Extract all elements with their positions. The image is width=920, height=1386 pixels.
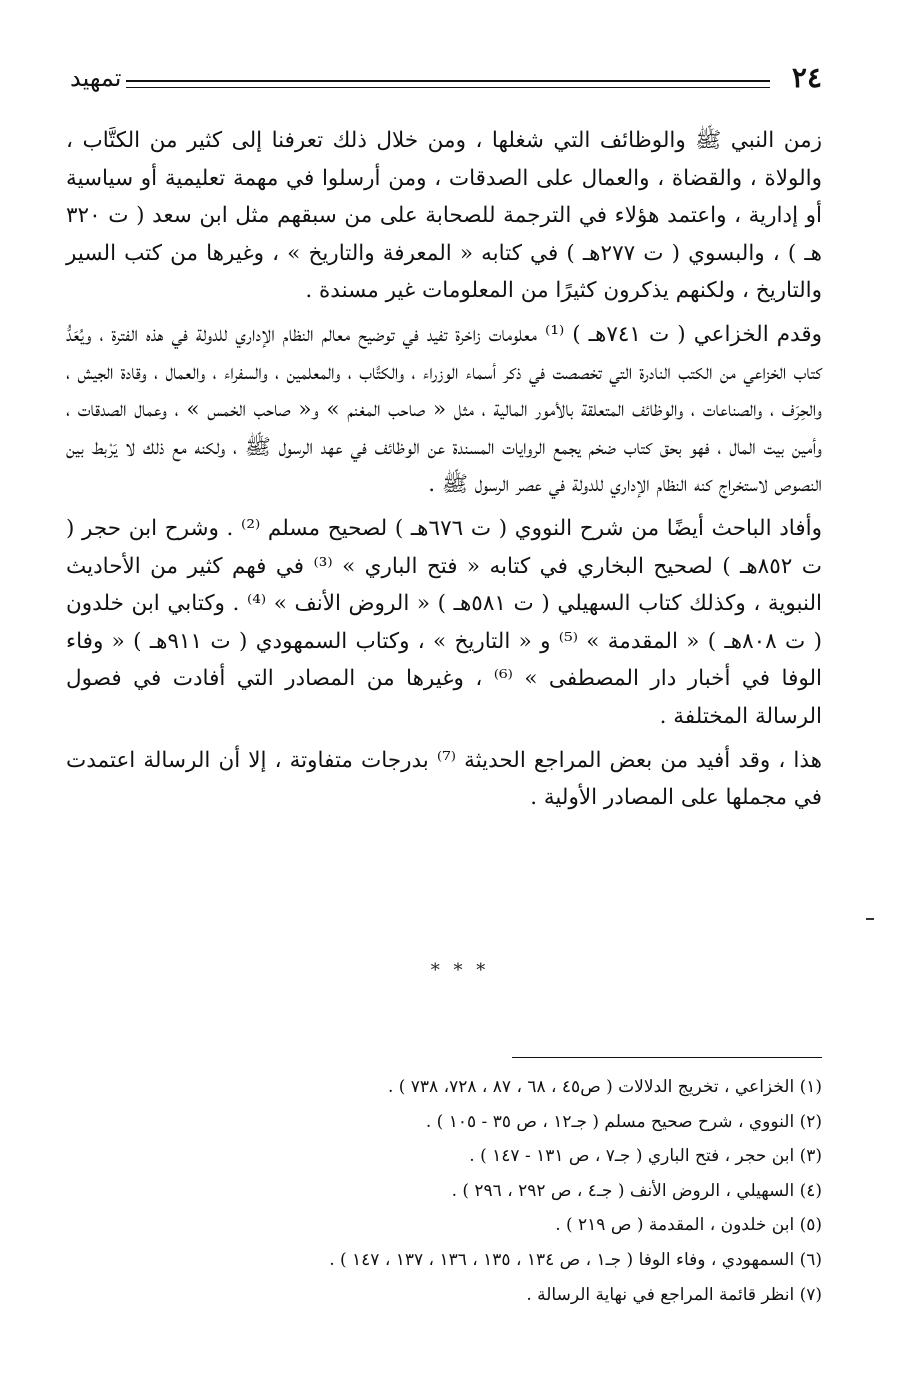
page-header	[70, 58, 822, 108]
footnote: (٤) السهيلي ، الروض الأنف ( جـ٤ ، ص ٢٩٢ ، ٢٩٦ ) .	[451, 1180, 822, 1201]
footnote: (١) الخزاعي ، تخريج الدلالات ( ص٤٥ ، ٦٨ ، ٨٧ ، ٧٢٨، ٧٣٨ ) .	[387, 1077, 822, 1097]
header-rule	[126, 80, 770, 88]
paragraph: زمن النبي ﷺ والوظائف التي شغلها ، ومن خلال ذلك تعرفنا إلى كثير من الكتَّاب ، والولاة ، والقضاة ، والعمال على الصدقات ، ومن أرسلوا في مهمة تعليمية أو سياسية أو إدارية ، واعتمد هؤلاء في الترجمة للصحابة على من سبقهم مثل ابن سعد ( ت ٣٢٠ هـ ) ، والبسوي ( ت ٢٧٧هـ ) في كتابه « المعرفة والتاريخ » ، وغيرها من كتب السير والتاريخ ، ولكنهم يذكرون كثيرًا من المعلومات غير مسندة .	[66, 128, 822, 304]
page-number: ٢٤	[791, 61, 822, 94]
section-separator: * * *	[430, 960, 490, 981]
footnote: (٣) ابن حجر ، فتح الباري ( جـ٧ ، ص ١٣١ - ١٤٧ ) .	[469, 1146, 822, 1167]
footnote: (٦) السمهودي ، وفاء الوفا ( جـ١ ، ص ١٣٤ ، ١٣٥ ، ١٣٦ ، ١٣٧ ، ١٤٧ ) .	[329, 1249, 822, 1270]
main-text	[66, 122, 822, 823]
paragraph: وقدم الخزاعي ( ت ٧٤١هـ ) ⁽¹⁾ معلومات زاخرة تفيد في توضيح معالم النظام الإداري للدولة في هذه الفترة ، ويُعَدُّ كتاب الخزاعي من الكتب النادرة التي تخصصت في ذكر أسماء الوزراء ، والكتَّاب ، والمعلمين ، والسفراء ، والعمال ، وقادة الجيش ، والحِرَف ، والصناعات ، والوظائف المتعلقة بالأمور المالية ، مثل « صاحب المغنم » و« صاحب الخمس » ، وعمال الصدقات ، وأمين بيت المال ، فهو بحق كتاب ضخم يجمع الروايات المسندة عن الوظائف في عهد الرسول ﷺ ، ولكنه مع ذلك لا يَرْبط بين النصوص لاستخراج كنه النظام الإداري للدولة في عصر الرسول ﷺ .	[66, 321, 822, 498]
footnote: (٥) ابن خلدون ، المقدمة ( ص ٢١٩ ) .	[555, 1215, 822, 1236]
footnote: (٢) النووي ، شرح صحيح مسلم ( جـ١٢ ، ص ٣٥ - ١٠٥ ) .	[425, 1111, 822, 1132]
margin-mark	[866, 918, 874, 920]
footnote-rule	[512, 1057, 822, 1058]
running-title: تمهيد	[70, 64, 122, 92]
paragraph: هذا ، وقد أفيد من بعض المراجع الحديثة ⁽⁷⁾ بدرجات متفاوتة ، إلا أن الرسالة اعتمدت في مجملها على المصادر الأولية .	[66, 747, 823, 811]
paragraph: وأفاد الباحث أيضًا من شرح النووي ( ت ٦٧٦هـ ) لصحيح مسلم ⁽²⁾ . وشرح ابن حجر ( ت ٨٥٢هـ ) لصحيح البخاري في كتابه « فتح الباري » ⁽³⁾ في فهم كثير من الأحاديث النبوية ، وكذلك كتاب السهيلي ( ت ٥٨١هـ ) « الروض الأنف » ⁽⁴⁾ . وكتابي ابن خلدون ( ت ٨٠٨هـ ) « المقدمة » ⁽⁵⁾ و « التاريخ » ، وكتاب السمهودي ( ت ٩١١هـ ) « وفاء الوفا في أخبار دار المصطفى » ⁽⁶⁾ ، وغيرها من المصادر التي أفادت في فصول الرسالة المختلفة .	[66, 515, 822, 729]
footnotes	[70, 1070, 822, 1312]
footnote: (٧) انظر قائمة المراجع في نهاية الرسالة .	[526, 1284, 822, 1305]
